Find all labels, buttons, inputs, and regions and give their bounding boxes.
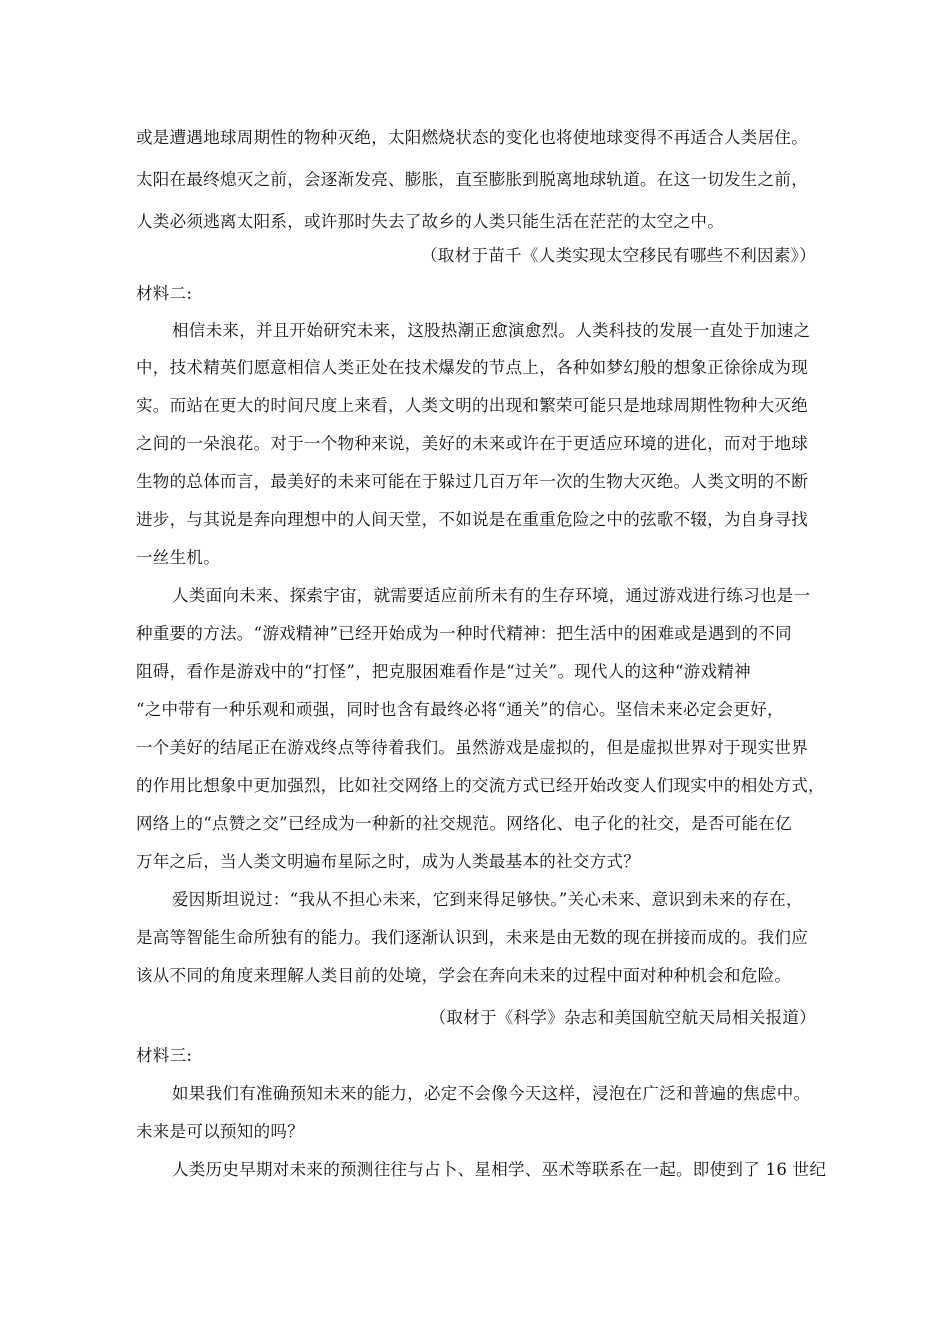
paragraph-line: 的作用比想象中更加强烈，比如社交网络上的交流方式已经开始改变人们现实中的相处方式，: [136, 776, 825, 795]
paragraph-line: 网络上的“点赞之交”已经成为一种新的社交规范。网络化、电子化的社交，是否可能在亿: [136, 814, 792, 833]
paragraph-line: 相信未来，并且开始研究未来，这股热潮正愈演愈烈。人类科技的发展一直处于加速之: [172, 321, 811, 340]
paragraph-line: 或是遭遇地球周期性的物种灭绝，太阳燃烧状态的变化也将使地球变得不再适合人类居住。: [136, 128, 808, 147]
paragraph-line: 爱因斯坦说过：“我从不担心未来，它到来得足够快。”关心未来、意识到未来的存在，: [172, 890, 803, 909]
paragraph-line: 万年之后，当人类文明遍布星际之时，成为人类最基本的社交方式？: [136, 852, 640, 871]
paragraph-line: 如果我们有准确预知未来的能力，必定不会像今天这样，浸泡在广泛和普遍的焦虑中。: [172, 1084, 811, 1103]
section-heading: 材料三:: [136, 1046, 193, 1065]
source-citation: （取材于苗千《人类实现太空移民有哪些不利因素》）: [421, 246, 816, 265]
paragraph-line: 一个美好的结尾正在游戏终点等待着我们。虽然游戏是虚拟的，但是虚拟世界对于现实世界: [136, 738, 808, 757]
paragraph-line: “之中带有一种乐观和顽强，同时也含有最终必将“通关”的信心。坚信未来必定会更好，: [136, 700, 784, 719]
paragraph-line: 生物的总体而言，最美好的未来可能在于躲过几百万年一次的生物大灭绝。人类文明的不断: [136, 472, 808, 491]
source-citation: （取材于《科学》杂志和美国航空航天局相关报道）: [429, 1008, 816, 1027]
section-heading: 材料二:: [136, 284, 193, 303]
paragraph-line: 实。而站在更大的时间尺度上来看，人类文明的出现和繁荣可能只是地球周期性物种大灭绝: [136, 396, 808, 415]
paragraph-line: 人类面向未来、探索宇宙，就需要适应前所未有的生存环境，通过游戏进行练习也是一: [172, 586, 811, 605]
paragraph-line: 未来是可以预知的吗？: [136, 1122, 304, 1141]
paragraph-line: 阻碍，看作是游戏中的“打怪”，把克服困难看作是“过关”。现代人的这种“游戏精神: [136, 662, 751, 681]
paragraph-line: 人类历史早期对未来的预测往往与占卜、星相学、巫术等联系在一起。即使到了 16 世纪: [172, 1160, 827, 1179]
paragraph-line: 进步，与其说是奔向理想中的人间天堂，不如说是在重重危险之中的弦歌不辍，为自身寻找: [136, 510, 808, 529]
paragraph-line: 中，技术精英们愿意相信人类正处在技术爆发的节点上，各种如梦幻般的想象正徐徐成为现: [136, 358, 808, 377]
paragraph-line: 该从不同的角度来理解人类目前的处境，学会在奔向未来的过程中面对种种机会和危险。: [136, 966, 792, 985]
paragraph-line: 种重要的方法。“游戏精神”已经开始成为一种时代精神：把生活中的困难或是遇到的不同: [136, 624, 792, 643]
paragraph-line: 是高等智能生命所独有的能力。我们逐渐认识到，未来是由无数的现在拼接而成的。我们应: [136, 928, 808, 947]
paragraph-line: 一丝生机。: [136, 548, 220, 567]
paragraph-line: 人类必须逃离太阳系，或许那时失去了故乡的人类只能生活在茫茫的太空之中。: [136, 212, 724, 231]
paragraph-line: 之间的一朵浪花。对于一个物种来说，美好的未来或许在于更适应环境的进化，而对于地球: [136, 434, 808, 453]
paragraph-line: 太阳在最终熄灭之前，会逐渐发亮、膨胀，直至膨胀到脱离地球轨道。在这一切发生之前，: [136, 170, 808, 189]
